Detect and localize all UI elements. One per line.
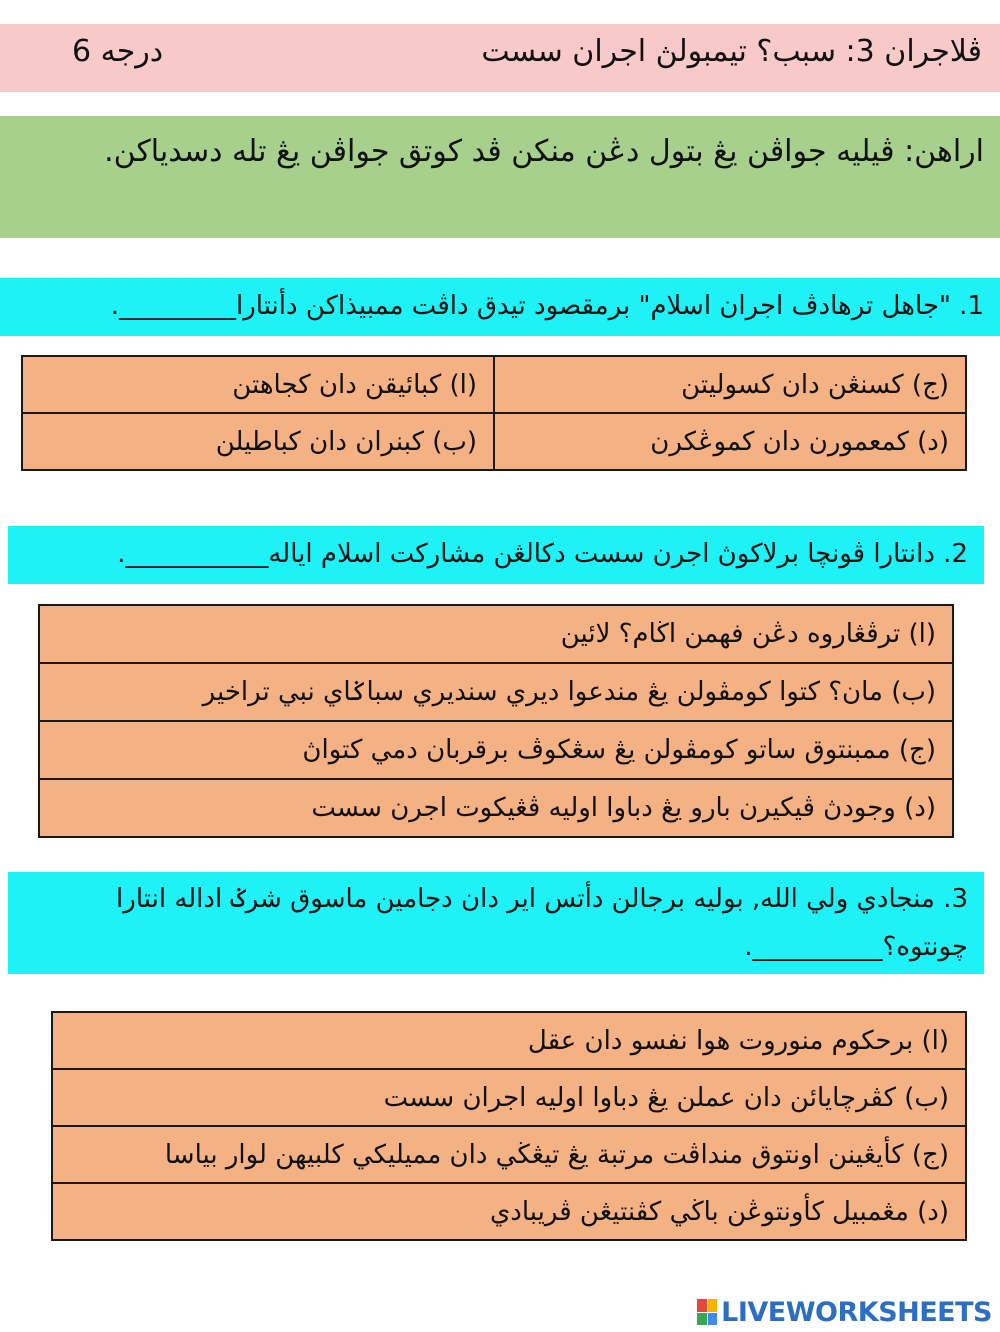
q2-option-c[interactable]: (ج) ممبنتوق ساتو كومڤولن يڠ سڠكوڤ برقربان دمي كتواڽ — [39, 721, 953, 779]
q1-option-a[interactable]: (ا) كبائيقن دان كجاهتن — [22, 356, 494, 413]
question-3-banner — [8, 872, 984, 974]
title-bar — [0, 24, 1000, 92]
question-1-options — [21, 355, 967, 471]
q1-option-d[interactable]: (د) كمعمورن دان كموڠكرن — [494, 413, 966, 470]
q2-option-d[interactable]: (د) وجودڽ ڤيكيرن بارو يڠ دباوا اوليه ڤڠيكوت اجرن سست — [39, 779, 953, 837]
q3-option-b[interactable]: (ب) كڤرچايائن دان عملن يڠ دباوا اوليه اجران سست — [52, 1069, 966, 1126]
brand-name: LIVEWORKSHEETS — [721, 1296, 992, 1328]
question-2-options — [38, 604, 954, 838]
q3-option-d[interactable]: (د) مڠمبيل كأونتوڠن باڬي كڤنتيڠن ڤريبادي — [52, 1183, 966, 1240]
question-2-banner — [8, 526, 984, 584]
q3-option-a[interactable]: (ا) برحكوم منوروت هوا نفسو دان عقل — [52, 1012, 966, 1069]
question-3-options — [51, 1011, 967, 1241]
instruction-box — [0, 116, 1000, 238]
liveworksheets-logo-icon — [697, 1299, 717, 1325]
q3-option-c[interactable]: (ج) كأيڠينن اونتوق منداڤت مرتبة يڠ تيڠڬي دان مميليكي كلبيهن لوار بياسا — [52, 1126, 966, 1183]
q1-option-b[interactable]: (ب) كبنران دان كباطيلن — [22, 413, 494, 470]
liveworksheets-brand — [697, 1295, 992, 1329]
question-1-banner — [0, 278, 1000, 336]
q2-option-a[interactable]: (ا) ترڤڠاروه دڠن فهمن اڬام؟ لائين — [39, 605, 953, 663]
question-1-text: 1. "جاهل ترهادڤ اجران اسلام" برمقصود تيدق داڤت ممبيذاكن دأنتارا_________. — [110, 291, 984, 321]
question-2-text: 2. دانتارا ڤونچا برلاكوڽ اجرن سست دكالڠن مشاركت اسلام اياله___________. — [117, 539, 968, 569]
instruction-text: اراهن: ڤيليه جواڤن يڠ بتول دڠن منكن ڤد كوتق جواڤن يڠ تله دسدياكن. — [104, 134, 984, 169]
question-3-text: 3. منجادي ولي الله, بوليه برجالن دأتس اير دان دجامين ماسوق شرݢ اداله انتارا چونتوه؟__________. — [116, 884, 968, 962]
grade-label: درجه 6 — [72, 34, 164, 69]
q2-option-b[interactable]: (ب) مان؟ كتوا كومڤولن يڠ مندعوا ديري سنديري سباݢاي نبي تراخير — [39, 663, 953, 721]
q1-option-c[interactable]: (ج) كسنڠن دان كسوليتن — [494, 356, 966, 413]
worksheet-title: ڤلاجران 3: سبب؟ تيمبولڽ اجران سست — [481, 34, 982, 69]
